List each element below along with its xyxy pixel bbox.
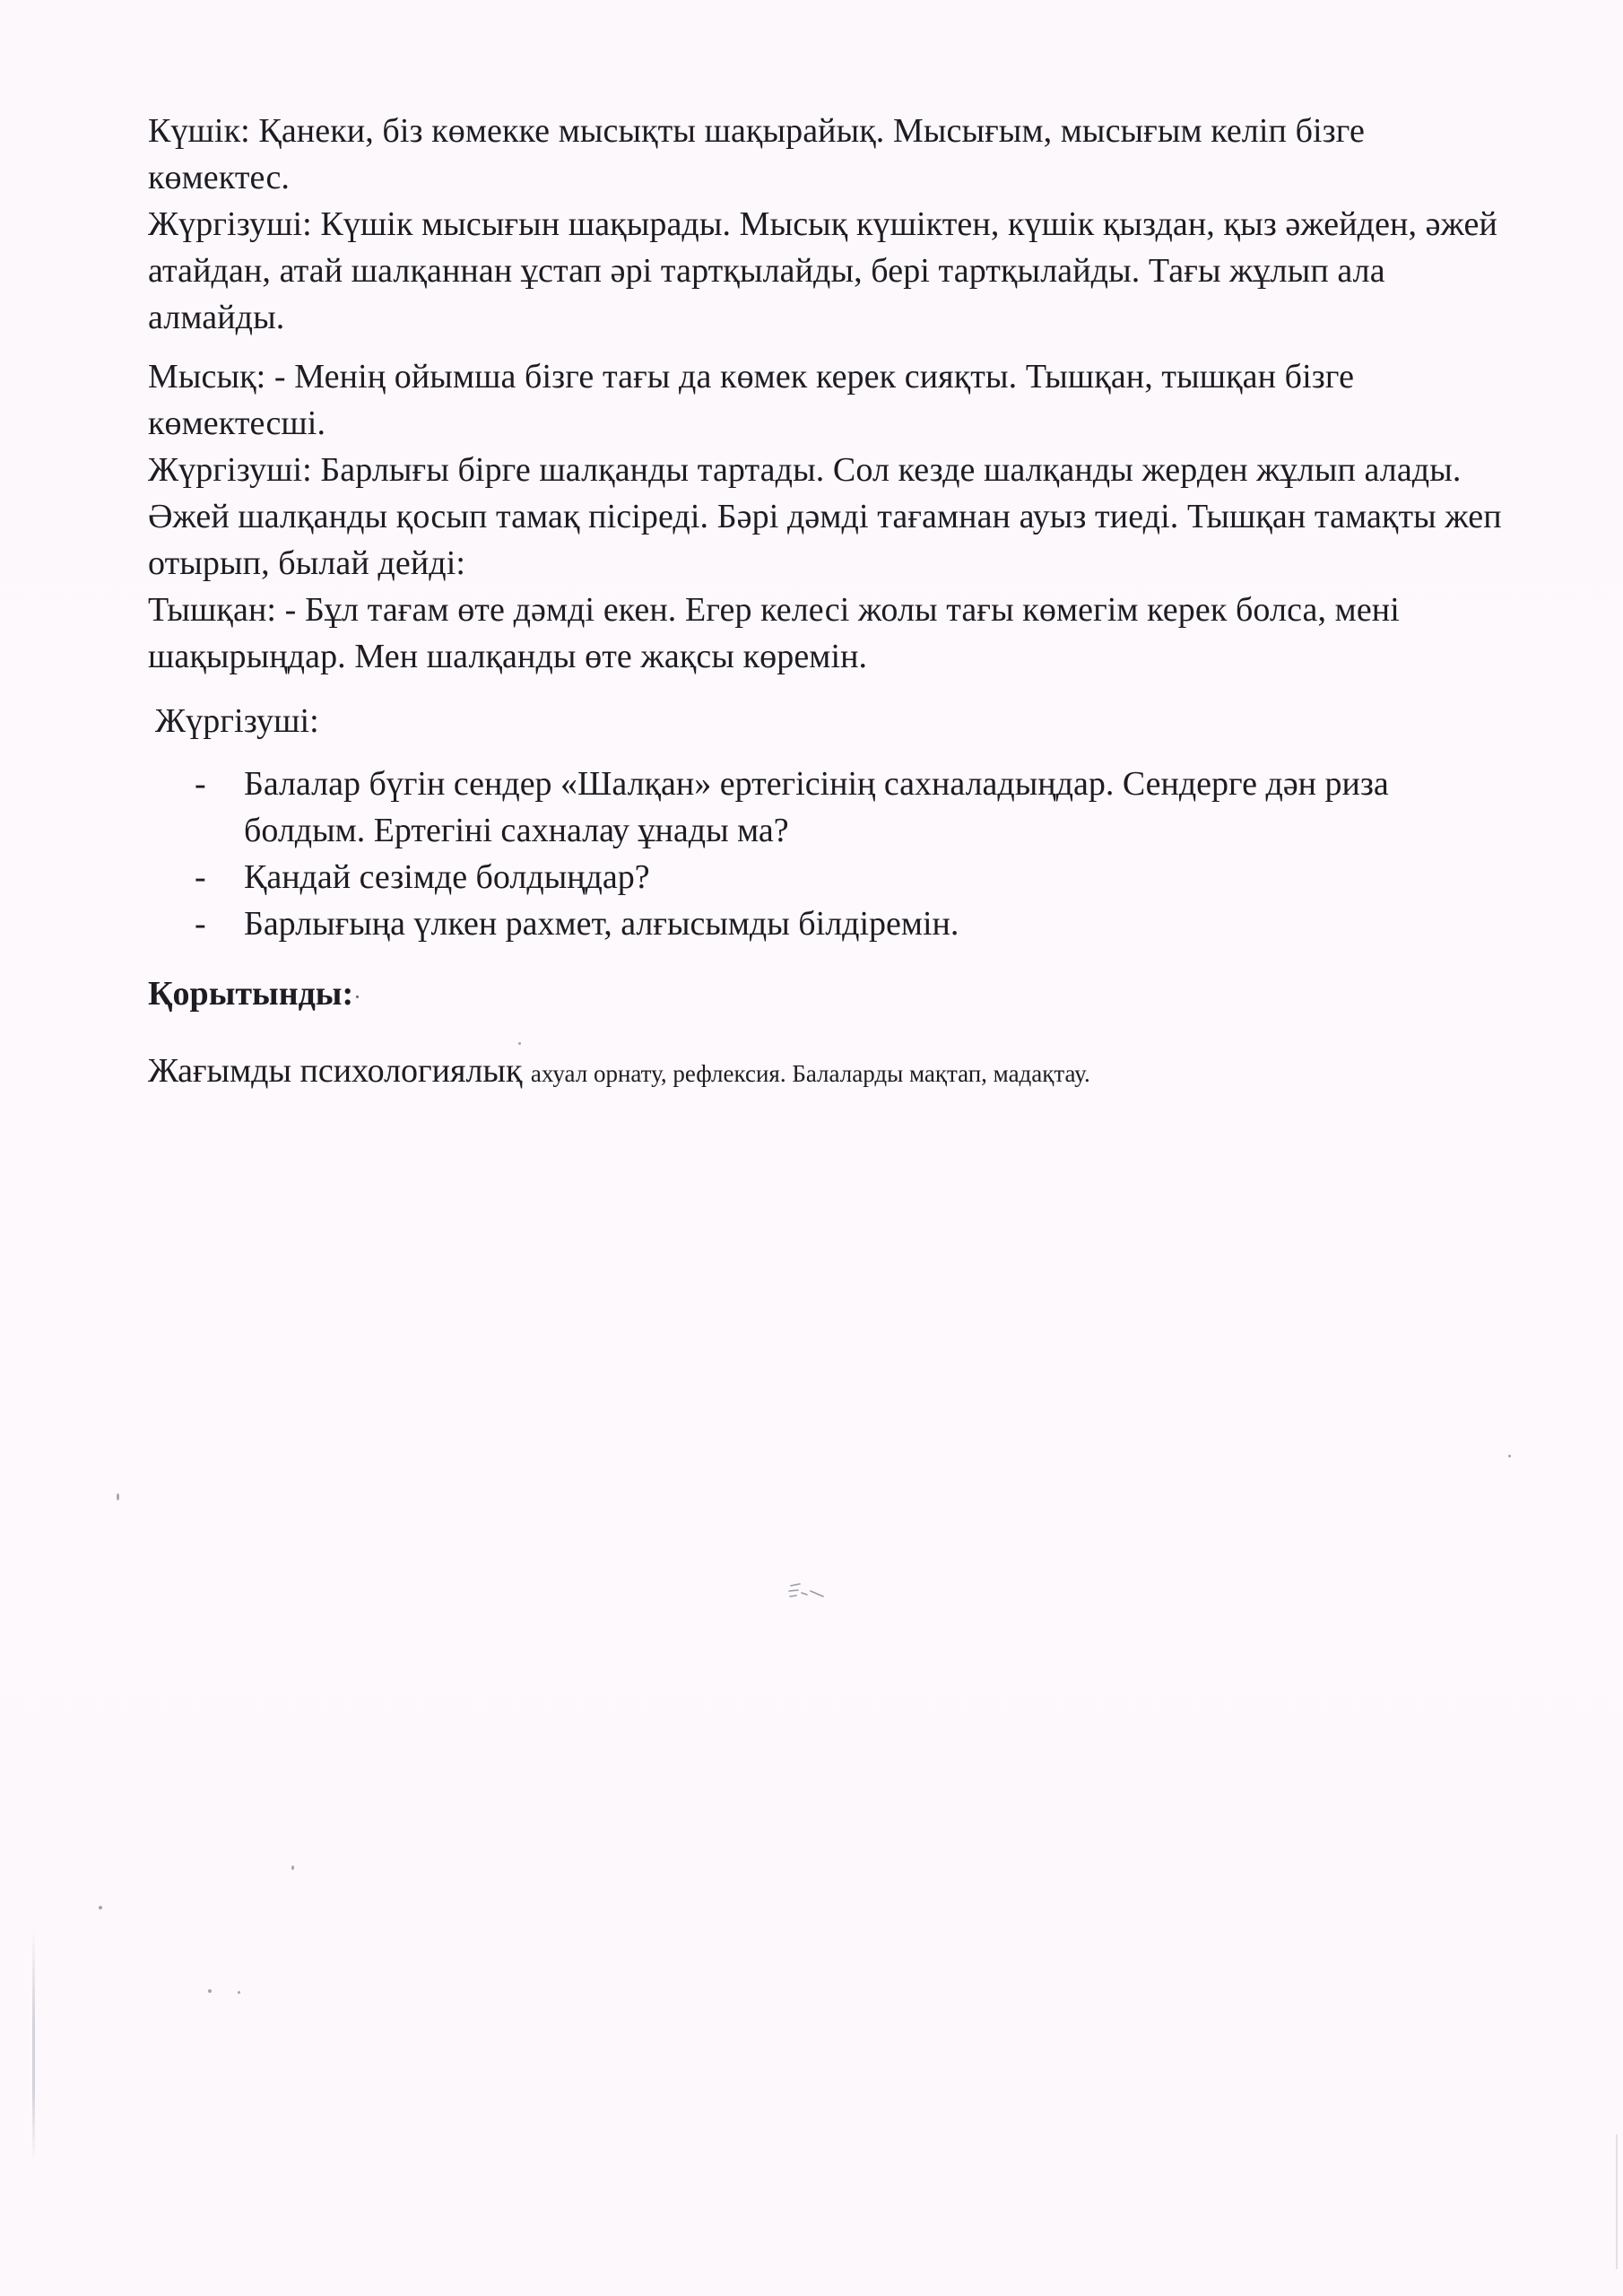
bullet-dash: - [195, 765, 206, 803]
scan-speck [291, 1866, 294, 1870]
scan-smudge [787, 1580, 830, 1607]
scan-edge-right [1616, 2135, 1618, 2269]
summary-large-text: Жағымды психологиялық [148, 1052, 523, 1090]
narration-host-1: Жүргізуші: Күшік мысығын шақырады. Мысық күшіктен, күшік қыздан, қыз әжейден, әжей атайдан, атай шалқаннан ұстап әрі тартқылайды, бері тартқылайды. Тағы жұлып ала алмайды. [148, 205, 1497, 336]
host-heading: Жүргізуші: [155, 702, 319, 740]
list-item-text: Балалар бүгін сендер «Шалқан» ертегісінің сахналадыңдар. Сендерге дән риза болдым. Ертегіні сахналау ұнады ма? [244, 765, 1389, 849]
conclusion-mark: · [353, 984, 361, 1010]
bullet-dash: - [195, 905, 206, 943]
list-item [148, 761, 1511, 854]
summary-small-text: ахуал орнату, рефлексия. Балаларды мақтап, мадақтау. [530, 1060, 1090, 1087]
list-item [148, 854, 1511, 900]
bullet-dash: - [195, 858, 206, 896]
scan-edge-left [32, 1928, 35, 2161]
document-body [148, 108, 1511, 1097]
dialogue-cat: Мысық: - Менің ойымша бізге тағы да көмек керек сияқты. Тышқан, тышқан бізге көмектесші. [148, 358, 1355, 442]
host-remarks-list [148, 761, 1511, 947]
dialogue-puppy: Күшік: Қанеки, біз көмекке мысықты шақырайық. Мысығым, мысығым келіп бізге көмектес. [148, 112, 1365, 196]
conclusion-summary [148, 1048, 1511, 1097]
scan-speck [99, 1906, 102, 1909]
list-item-text: Қандай сезімде болдыңдар? [244, 858, 650, 896]
dialogue-mouse: Тышқан: - Бұл тағам өте дәмді екен. Егер келесі жолы тағы көмегім керек болса, мені шақырыңдар. Мен шалқанды өте жақсы көремін. [148, 591, 1400, 675]
conclusion-label: Қорытынды: [148, 975, 354, 1013]
scan-speck [1508, 1455, 1511, 1457]
scan-speck [238, 1991, 240, 1994]
scan-speck [117, 1493, 119, 1500]
scan-speck [208, 1989, 212, 1993]
narration-grandma: Әжей шалқанды қосып тамақ пісіреді. Бәрі дәмді тағамнан ауыз тиеді. Тышқан тамақты жеп отырып, былай дейді: [148, 498, 1502, 582]
list-item-text: Барлығыңа үлкен рахмет, алғысымды білдіремін. [244, 905, 959, 943]
narration-host-2: Жүргізуші: Барлығы бірге шалқанды тартады. Сол кезде шалқанды жерден жұлып алады. [148, 451, 1462, 489]
conclusion-heading [148, 970, 1511, 1021]
list-item [148, 900, 1511, 947]
